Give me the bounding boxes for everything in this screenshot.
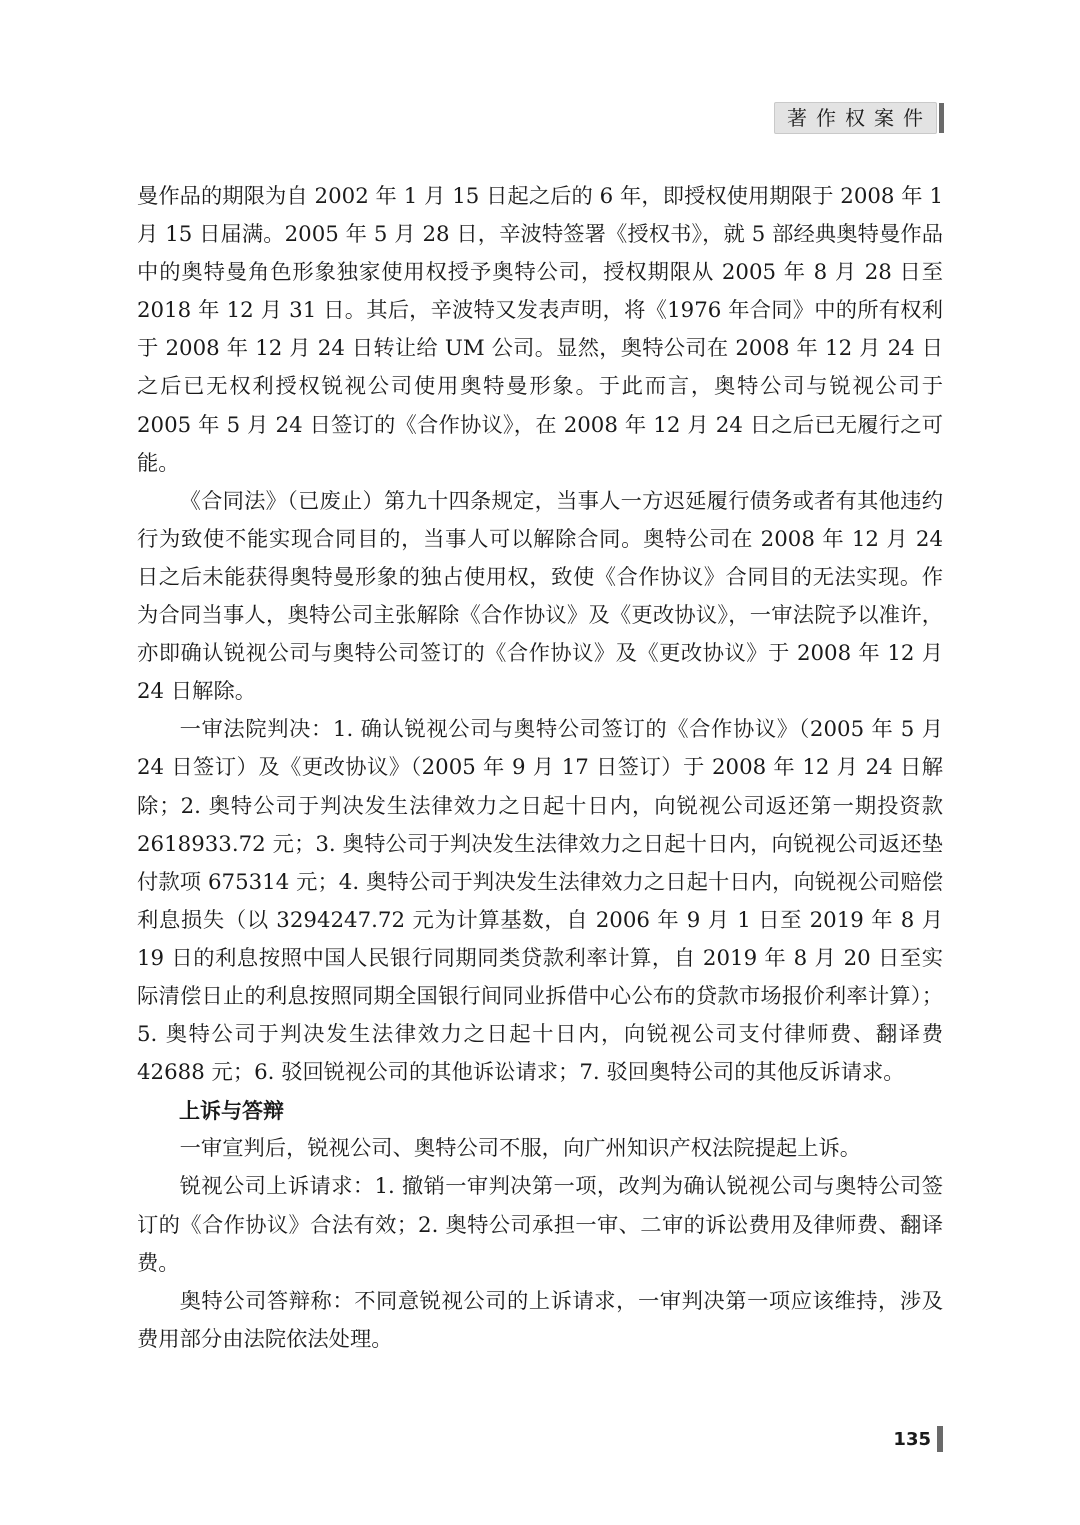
paragraph: 奥特公司答辩称：不同意锐视公司的上诉请求，一审判决第一项应该维持，涉及费用部分由法院依法处理。 bbox=[137, 1288, 943, 1352]
section-heading: 上诉与答辩 bbox=[179, 1099, 284, 1124]
chapter-title: 著作权案件 bbox=[774, 102, 937, 134]
paragraph: 锐视公司上诉请求：1. 撤销一审判决第一项，改判为确认锐视公司与奥特公司签订的《合作协议》合法有效；2. 奥特公司承担一审、二审的诉讼费用及律师费、翻译费。 bbox=[137, 1174, 943, 1276]
chapter-header bbox=[774, 103, 944, 133]
page-footer bbox=[893, 1426, 943, 1452]
paragraph: 《合同法》（已废止）第九十四条规定，当事人一方迟延履行债务或者有其他违约行为致使不能实现合同目的，当事人可以解除合同。奥特公司在 2008 年 12 月 24 日之后未能获得奥特曼形象的独占使用权，致使《合作协议》合同目的无法实现。作为合同当事人，奥特公司主张解除《合作协议》及《更改协议》，一审法院予以准许，亦即确认锐视公司与奥特公司签订的《合作协议》及《更改协议》于 2008 年 12 月 24 日解除。 bbox=[137, 488, 943, 705]
chapter-header-bar bbox=[939, 103, 944, 133]
paragraph: 一审法院判决：1. 确认锐视公司与奥特公司签订的《合作协议》（2005 年 5 月 24 日签订）及《更改协议》（2005 年 9 月 17 日签订）于 2008 年 12 月 24 日解除；2. 奥特公司于判决发生法律效力之日起十日内，向锐视公司返还第一期投资款 2618933.72 元；3. 奥特公司于判决发生法律效力之日起十日内，向锐视公司返还垫付款项 675314 元；4. 奥特公司于判决发生法律效力之日起十日内，向锐视公司赔偿利息损失（以 3294247.72 元为计算基数，自 2006 年 9 月 1 日至 2019 年 8 月 19 日的利息按照中国人民银行同期同类贷款利率计算，自 2019 年 8 月 20 日至实际清偿日止的利息按照同期全国银行间同业拆借中心公布的贷款市场报价利率计算）；5. 奥特公司于判决发生法律效力之日起十日内，向锐视公司支付律师费、翻译费 42688 元；6. 驳回锐视公司的其他诉讼请求；7. 驳回奥特公司的其他反诉请求。 bbox=[137, 717, 943, 1086]
page-body bbox=[137, 178, 943, 1359]
page-number: 135 bbox=[893, 1428, 931, 1450]
paragraph: 一审宣判后，锐视公司、奥特公司不服，向广州知识产权法院提起上诉。 bbox=[179, 1136, 862, 1162]
paragraph-continued: 曼作品的期限为自 2002 年 1 月 15 日起之后的 6 年，即授权使用期限于 2008 年 1 月 15 日届满。2005 年 5 月 28 日，辛波特签署《授权书》，就 5 部经典奥特曼作品中的奥特曼角色形象独家使用权授予奥特公司，授权期限从 2005 年 8 月 28 日至 2018 年 12 月 31 日。其后，辛波特又发表声明，将《1976 年合同》中的所有权利于 2008 年 12 月 24 日转让给 UM 公司。显然，奥特公司在 2008 年 12 月 24 日之后已无权利授权锐视公司使用奥特曼形象。于此而言，奥特公司与锐视公司于 2005 年 5 月 24 日签订的《合作协议》，在 2008 年 12 月 24 日之后已无履行之可能。 bbox=[137, 184, 943, 476]
page-number-bar bbox=[937, 1426, 943, 1452]
